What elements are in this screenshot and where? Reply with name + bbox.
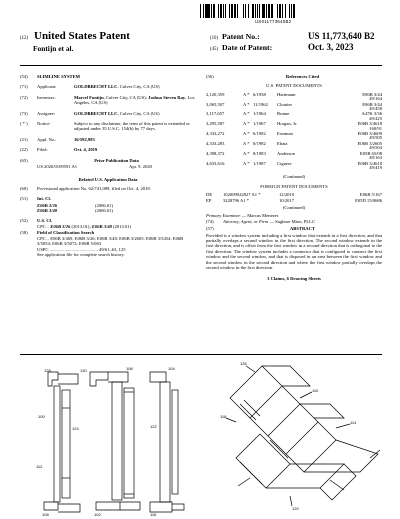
drawing-ref-label: 126 [240, 361, 247, 366]
left-jamb [54, 386, 60, 502]
examiner-name: — Marcus Menezes [240, 213, 279, 219]
detail-connector [236, 434, 290, 488]
doc-type-code: (12) [20, 36, 28, 41]
doc-type: United States Patent [34, 30, 130, 42]
applicant-field [20, 84, 196, 89]
field-code: (51) [20, 196, 28, 202]
ref-class: E06B 3/2605 [357, 140, 382, 146]
field-code: (22) [20, 147, 28, 153]
frame-profile-top-mid [90, 372, 108, 386]
drawing-ref-label: 114 [350, 420, 357, 425]
field-code: (60) [20, 185, 28, 191]
field-code: (73) [20, 110, 28, 116]
field-label: Notice: [37, 121, 51, 127]
int-cl-code: E06B 3/48 [37, 208, 58, 214]
int-cl-code: E06B 3/26 [37, 202, 58, 208]
ref-class: E05B 65/08 [359, 150, 382, 156]
drawing-ref-label: 110 [312, 388, 319, 393]
ref-class-secondary: 49/419 [369, 164, 382, 170]
reference-row [206, 111, 382, 116]
prior-pub-field [20, 158, 196, 163]
date-label: Date of Patent: [222, 43, 273, 52]
search-history-note: See application file for complete search history. [37, 251, 125, 257]
int-cl-field [20, 196, 196, 201]
header-rule [20, 65, 382, 66]
drawing-ref-label: 102 [94, 512, 101, 517]
frame-profile-top-right [150, 372, 166, 382]
ref-class-secondary: 160/91 [369, 125, 382, 131]
drawing-ref-label: 108 [42, 512, 49, 517]
us-cl-date: (2013.01) [111, 223, 132, 229]
ref-class-secondary: 49/164 [369, 96, 382, 102]
us-cl-code: E06B 3/48 [91, 223, 112, 229]
inventor-location: , Los Angeles, CA (US) [74, 94, 195, 106]
us-patent-docs-heading: U.S. PATENT DOCUMENTS [266, 83, 322, 89]
ref-date: 1/1964 [253, 111, 266, 117]
ref-class: E06B 3/4609 [357, 131, 382, 137]
field-code: (65) [20, 157, 28, 163]
drawing-ref-label: 118 [220, 414, 227, 419]
ref-date: 1/1967 [253, 121, 266, 127]
ref-date: 8/1983 [253, 150, 266, 156]
field-code: (71) [20, 84, 28, 90]
ref-number: 2,120,359 [206, 91, 225, 97]
reference-row [206, 131, 382, 136]
abstract-text: Provided is a window system including a first window that extends in a first direction, and that partially overlaps a second window in the first direction. The second window extends in the first direction, and is offset from the first window in a second direction that is orthogonal to the first direction. The window system includes a connector that is configured to connect the first window and the second window, and that is disposed in an area between the first window and the second window in the second direction and where the first window partially overlaps the second window in the first direction. [206, 232, 382, 270]
inventor-name: Joshua Steven Ray [148, 94, 186, 100]
title-field [20, 74, 196, 79]
ref-name: Hartmann [277, 91, 296, 97]
representative-drawing [0, 358, 400, 519]
drawing-rule [20, 354, 382, 355]
frame-profile-top-left [48, 372, 58, 386]
ref-number: 4,333,283 [206, 140, 225, 146]
ref-name: Eastman [277, 131, 293, 137]
ref-number: 3,295,587 [206, 121, 225, 127]
ref-name: Brame [277, 111, 290, 117]
us-cl-field [20, 218, 196, 223]
field-label: Filed: [37, 147, 48, 153]
ref-number: 4,633,616 [206, 160, 225, 166]
ref-date: 12/2010 [279, 192, 295, 198]
ref-class: E06B 5/167 [359, 192, 382, 198]
int-cl-label: Int. Cl. [37, 196, 51, 202]
ref-class: E06B 3/4618 [357, 160, 382, 166]
provisional-text: Provisional application No. 62/741,089, filed on Oct. 4, 2018. [37, 185, 151, 191]
cpc-prefix: CPC .. [37, 223, 51, 229]
ref-class-secondary: 49/505 [369, 135, 382, 141]
field-of-search-cpc: CPC .. E06B 3/469; E06B 3/26; E06B 3/48; E06B 3/2605; E06B 3/5454; E06B 3/5054; E06B 3/5072; E06B 5/063 [37, 235, 184, 247]
examiner-label: Primary Examiner [206, 213, 241, 219]
foreign-references-list [206, 192, 382, 203]
us-references-list [206, 92, 382, 171]
ref-name: Ciguere [277, 160, 292, 166]
ref-number: 102009022827 A1 * [223, 192, 261, 198]
drawing-ref-label: 104 [168, 366, 175, 371]
middle-glass [124, 388, 134, 498]
prior-pub-row [37, 164, 196, 169]
left-column [20, 74, 196, 257]
drawing-ref-label: 116 [150, 512, 157, 517]
field-code: (74) [206, 218, 214, 224]
field-code: (72) [20, 94, 28, 100]
ref-class: E06B 3/44 [362, 101, 382, 107]
applicant-name: GOLDBRECHT LLC [74, 84, 118, 90]
ref-date: 1/1987 [253, 160, 266, 166]
ref-kind: A * [243, 121, 250, 127]
int-cl-date: (2006.01) [95, 202, 113, 208]
reference-row [206, 92, 382, 97]
ref-date: 6/1982 [253, 140, 266, 146]
field-label: Assignee: [37, 110, 56, 116]
prior-pub-date: Apr. 9, 2020 [129, 164, 152, 170]
inventor-location: , Culver City, CA (US); [103, 94, 147, 100]
field-code: (57) [206, 226, 214, 232]
ref-number: 3,117,657 [206, 111, 225, 117]
ref-class-secondary: 49/458 [369, 106, 382, 112]
related-heading: Related U.S. Application Data [78, 177, 138, 183]
drawing-ref-label: 112 [36, 464, 43, 469]
ref-date: 6/1982 [253, 131, 266, 137]
detail-profile-body [250, 386, 300, 436]
ref-country: DE [206, 192, 213, 198]
continued-note: (Continued) [282, 204, 306, 210]
date-code: (45) [210, 47, 218, 52]
field-code: ( * ) [20, 121, 28, 127]
inventor-name: Marcel Fontijn [74, 94, 104, 100]
ref-kind: A * [243, 91, 250, 97]
foreign-reference-row [206, 198, 382, 203]
ref-country: EP [206, 197, 212, 203]
continued-note: (Continued) [282, 174, 306, 180]
drawing-ref-label: 124 [72, 426, 79, 431]
ref-kind: A * [243, 111, 250, 117]
left-glass-edge [62, 390, 70, 498]
reference-row [206, 102, 382, 107]
claims-summary: 3 Claims, 6 Drawing Sheets [267, 276, 321, 282]
ref-class-secondary: 49/163 [369, 155, 382, 161]
filed-field [20, 147, 196, 152]
attorney-label: Attorney, Agent, or Firm [223, 218, 269, 224]
date-of-patent: Oct. 3, 2023 [308, 42, 354, 52]
header-right [210, 31, 375, 52]
ref-class: E06B 3/4618 [357, 121, 382, 127]
assignee-location: , Culver City, CA (US) [117, 110, 160, 116]
appl-no-field [20, 137, 196, 142]
attorney-name: — Sughrue Mion, PLLC [268, 218, 316, 224]
appl-no: 16/592,983 [74, 136, 95, 142]
detail-profile-lower [286, 422, 336, 472]
prior-pub-heading: Prior Publication Data [94, 157, 139, 163]
filed-date: Oct. 4, 2019 [74, 147, 98, 153]
field-code: (56) [206, 74, 214, 79]
provisional-field [20, 186, 196, 191]
reference-row [206, 161, 382, 166]
field-of-search [20, 230, 196, 235]
references-heading: References Cited [285, 74, 320, 79]
us-cl-text [37, 224, 196, 229]
reference-row [206, 121, 382, 126]
ref-name: Horgan, Jr. [277, 121, 298, 127]
us-cl-code: E06B 3/26 [50, 223, 71, 229]
drawing-ref-label: 106 [126, 366, 133, 371]
frame-profile-bottom-left [44, 502, 58, 510]
field-label: Applicant: [37, 84, 57, 90]
patent-no-label: Patent No.: [222, 32, 260, 41]
field-label: Inventors: [37, 94, 56, 100]
field-of-search-label: Field of Classification Search [37, 230, 95, 236]
barcode-bar [295, 4, 296, 18]
drawing-ref-label: 100 [38, 414, 45, 419]
prior-pub-number: US 2020/0109591 A1 [37, 164, 78, 170]
drawing-ref-label: 128 [44, 368, 51, 373]
header-left [20, 30, 130, 53]
drawing-ref-label: 122 [150, 424, 157, 429]
ref-class: A47K 3/36 [361, 111, 382, 117]
ref-name: Ebata [277, 140, 288, 146]
ref-name: Cloutier [277, 101, 293, 107]
field-code: (21) [20, 136, 28, 142]
field-of-search-uspc: USPC .......................................... 49/61–63, 125 [37, 246, 126, 252]
ref-number: 4,333,272 [206, 131, 225, 137]
field-code: (58) [20, 230, 28, 236]
patent-no-code: (10) [210, 36, 218, 41]
int-cl-row [37, 208, 196, 213]
drawing-ref-label: 120 [292, 506, 299, 511]
right-column [206, 74, 382, 282]
ref-kind: A * [243, 140, 250, 146]
reference-row [206, 151, 382, 156]
ref-name: Anderson [277, 150, 295, 156]
ref-number: 3,065,507 [206, 101, 225, 107]
references-heading-row [206, 74, 382, 79]
abstract-heading-row [206, 226, 382, 231]
notice-field [20, 121, 196, 132]
right-jamb [160, 382, 170, 502]
attorney [206, 219, 382, 224]
assignee-field [20, 111, 196, 116]
ref-kind: A * [243, 150, 250, 156]
us-cl-label: U.S. Cl. [37, 217, 53, 223]
frame-profile-top-left-b [58, 374, 78, 384]
ref-kind: A * [243, 101, 250, 107]
reference-row [206, 141, 382, 146]
assignee-name: GOLDBRECHT LLC [74, 110, 118, 116]
ref-number: 3228796 A1 * [223, 197, 250, 203]
abstract-heading: ABSTRACT [289, 226, 316, 232]
notice-text: Subject to any disclaimer, the term of this patent is extended or adjusted under 35 U.S.C. 154(b) by 77 days. [74, 121, 190, 132]
barcode-number: US011773640B2 [255, 19, 292, 24]
int-cl-date: (2006.01) [95, 208, 113, 214]
ref-class-secondary: 49/425 [369, 115, 382, 121]
ref-date: 6/1938 [253, 91, 266, 97]
invention-title: SLIMLINE SYSTEM [37, 74, 81, 79]
middle-mullion [112, 382, 122, 500]
foreign-docs-heading: FOREIGN PATENT DOCUMENTS [260, 183, 328, 189]
ref-class: E06B 3/44 [362, 91, 382, 97]
us-cl-date: (2013.01); [70, 223, 92, 229]
applicant-location: , Culver City, CA (US) [117, 84, 160, 90]
ref-date: 10/2017 [279, 197, 295, 203]
ref-class-secondary: 49/504 [369, 145, 382, 151]
ref-number: 4,398,372 [206, 150, 225, 156]
barcode [200, 4, 382, 18]
ref-class: E05D 15/0686 [355, 197, 382, 203]
field-code: (54) [20, 74, 28, 79]
ref-date: 11/1962 [253, 101, 268, 107]
ref-kind: A * [243, 131, 250, 137]
inventor-short: Fontijn et al. [33, 44, 74, 53]
drawing-ref-label: 130 [80, 368, 87, 373]
field-code: (52) [20, 217, 28, 223]
patent-no: US 11,773,640 B2 [308, 31, 375, 41]
detail-profile-upper [230, 366, 282, 418]
field-label: Appl. No.: [37, 136, 57, 142]
ref-kind: A * [243, 160, 250, 166]
inventors-field [20, 95, 196, 106]
